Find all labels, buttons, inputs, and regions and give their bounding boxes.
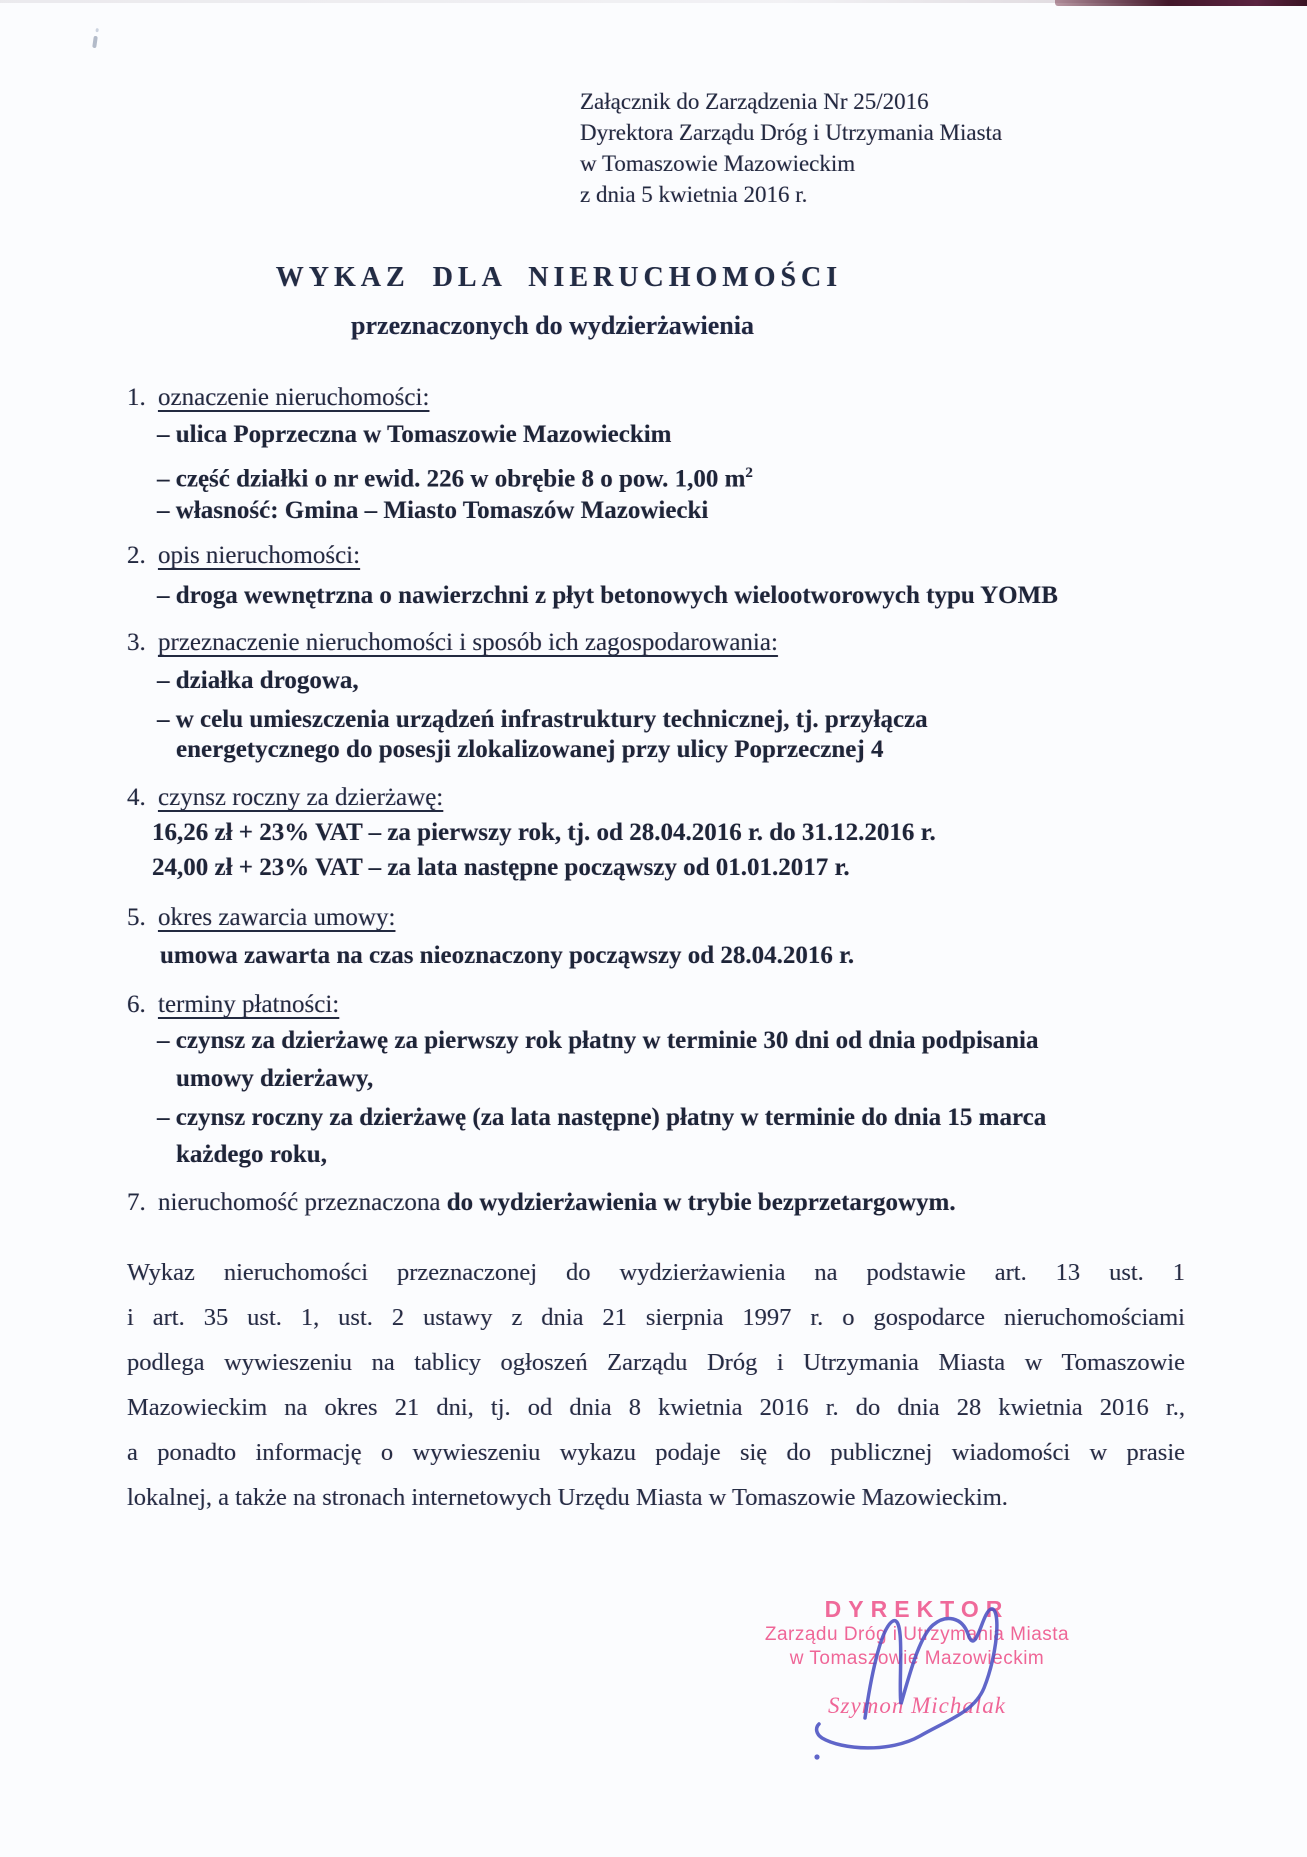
list-item-6-line: – czynsz roczny za dzierżawę (za lata następne) płatny w terminie do dnia 15 marca xyxy=(157,1104,1047,1131)
header-line: Załącznik do Zarządzenia Nr 25/2016 xyxy=(580,89,929,114)
item-number: 6. xyxy=(127,991,146,1018)
document-subtitle: przeznaczonych do wydzierżawienia xyxy=(351,311,754,340)
list-item-2-line: – droga wewnętrzna o nawierzchni z płyt betonowych wielootworowych typu YOMB xyxy=(157,582,1058,609)
list-item-6-heading: 6. terminy płatności: xyxy=(127,991,340,1018)
header-line: Dyrektora Zarządu Dróg i Utrzymania Miasta xyxy=(580,120,1003,145)
paragraph-line: a ponadto informację o wywieszeniu wykazu podaje się do publicznej wiadomości w prasie xyxy=(127,1439,1185,1466)
list-item-1-heading: 1. oznaczenie nieruchomości: xyxy=(127,384,430,411)
item-number: 5. xyxy=(127,904,146,931)
list-item-3-heading: 3. przeznaczenie nieruchomości i sposób ich zagospodarowania: xyxy=(127,629,778,656)
superscript: 2 xyxy=(745,465,753,481)
paragraph-line: lokalnej, a także na stronach internetowych Urzędu Miasta w Tomaszowie Mazowieckim. xyxy=(127,1484,1008,1511)
item-number: 1. xyxy=(127,384,146,411)
header-line: z dnia 5 kwietnia 2016 r. xyxy=(580,182,808,207)
list-item-3-line: energetycznego do posesji zlokalizowanej przy ulicy Poprzecznej 4 xyxy=(176,736,884,763)
list-item-1-line: – ulica Poprzeczna w Tomaszowie Mazowieckim xyxy=(157,421,672,448)
list-item-6-line: – czynsz za dzierżawę za pierwszy rok płatny w terminie 30 dni od dnia podpisania xyxy=(157,1027,1039,1054)
ink-speck xyxy=(92,36,98,48)
stamp-title: DYREKTOR xyxy=(824,1596,1010,1622)
list-item-1-line: – część działki o nr ewid. 226 w obrębie 8 o pow. 1,00 $m^2$ xyxy=(157,465,753,493)
item-number: 7. xyxy=(127,1189,146,1216)
attachment-header xyxy=(580,86,1002,210)
list-item-4-line: 16,26 zł + 23% VAT – za pierwszy rok, tj. od 28.04.2016 r. do 31.12.2016 r. xyxy=(152,819,936,846)
list-item-6-line: umowy dzierżawy, xyxy=(176,1065,374,1092)
paragraph-line: Wykaz nieruchomości przeznaczonej do wydzierżawienia na podstawie art. 13 ust. 1 xyxy=(127,1259,1185,1286)
paragraph-line: i art. 35 ust. 1, ust. 2 ustawy z dnia 21 sierpnia 1997 r. o gospodarce nieruchomościami xyxy=(127,1304,1185,1331)
document-title: WYKAZ DLA NIERUCHOMOŚCI xyxy=(275,262,843,293)
stamp-org-line: Zarządu Dróg i Utrzymania Miasta xyxy=(764,1624,1070,1645)
paragraph-line: Mazowieckim na okres 21 dni, tj. od dnia 8 kwietnia 2016 r. do dnia 28 kwietnia 2016 r., xyxy=(127,1394,1185,1421)
list-item-1-line: – własność: Gmina – Miasto Tomaszów Mazowiecki xyxy=(157,497,709,524)
list-item-7-heading: 7. nieruchomość przeznaczona do wydzierżawienia w trybie bezprzetargowym. xyxy=(127,1189,956,1216)
scan-corner-artifact xyxy=(1055,0,1307,6)
item-number: 4. xyxy=(127,784,146,811)
stamp-org-line: w Tomaszowie Mazowieckim xyxy=(789,1648,1045,1669)
stamp-signatory-name: Szymon Michalak xyxy=(828,1693,1006,1718)
paragraph-line: podlega wywieszeniu na tablicy ogłoszeń Zarządu Dróg i Utrzymania Miasta w Tomaszowie xyxy=(127,1349,1185,1376)
item-number: 3. xyxy=(127,629,146,656)
list-item-4-heading: 4. czynsz roczny za dzierżawę: xyxy=(127,784,444,811)
handwritten-signature xyxy=(770,1598,1030,1778)
list-item-3-line: – w celu umieszczenia urządzeń infrastruktury technicznej, tj. przyłącza xyxy=(157,706,928,733)
list-item-3-line: – działka drogowa, xyxy=(157,667,359,694)
list-item-4-line: 24,00 zł + 23% VAT – za lata następne począwszy od 01.01.2017 r. xyxy=(152,854,850,881)
header-line: w Tomaszowie Mazowieckim xyxy=(580,151,856,176)
list-item-5-heading: 5. okres zawarcia umowy: xyxy=(127,904,396,931)
list-item-6-line: każdego roku, xyxy=(176,1141,327,1168)
list-item-5-line: umowa zawarta na czas nieoznaczony począwszy od 28.04.2016 r. xyxy=(160,942,855,969)
item-number: 2. xyxy=(127,542,146,569)
list-item-2-heading: 2. opis nieruchomości: xyxy=(127,542,361,569)
